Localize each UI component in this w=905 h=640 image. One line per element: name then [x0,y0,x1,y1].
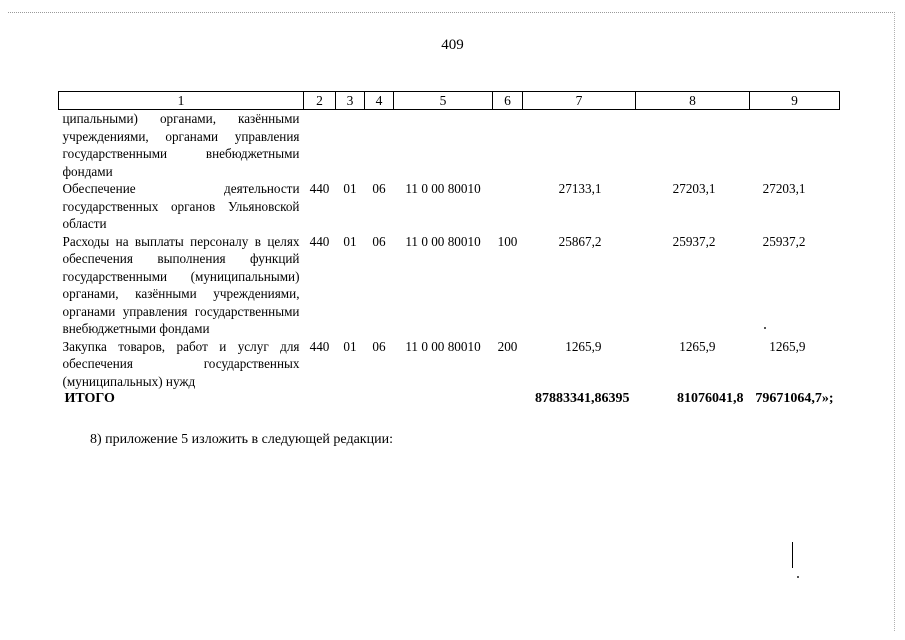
column-header-5: 5 [394,92,493,110]
column-header-3: 3 [336,92,365,110]
row-cell-4: 06 [372,181,386,196]
row-cell-7: 25867,2 [558,233,602,249]
row-cell-2: 440 [309,338,330,354]
scan-dot [797,576,799,578]
row-cell-3: 01 [343,181,357,196]
table-row [59,338,840,391]
row-cell-5: 11 0 00 80010 [405,338,481,354]
row-cell-3: 01 [343,233,357,249]
row-cell-6: 200 [497,338,518,354]
row-cell-2: 440 [309,181,330,196]
total-cell-9: 79671064,7»; [755,391,834,406]
row-cell-3 [336,390,365,408]
row-cell-7: 27133,1 [558,181,602,196]
row-cell-4 [365,110,394,181]
row-name-cell: Закупка товаров, работ и услуг для обеспечения государственных (муниципальных) нужд [62,338,300,389]
row-cell-6 [493,110,523,181]
row-cell-6 [493,180,523,233]
column-header-7: 7 [523,92,636,110]
column-header-2: 2 [304,92,336,110]
column-header-1: 1 [59,92,304,110]
column-header-8: 8 [636,92,750,110]
column-header-9: 9 [750,92,840,110]
row-cell-2 [304,110,336,181]
column-header-6: 6 [493,92,523,110]
row-cell-9: 1265,9 [769,338,806,354]
row-cell-6 [493,390,523,408]
table-row [59,233,840,338]
row-cell-5: 11 0 00 80010 [405,233,481,249]
row-cell-2 [304,390,336,408]
total-cell-7: 87883341,86395 [535,391,630,406]
table-row [59,110,840,181]
row-cell-4 [365,390,394,408]
table-row [59,180,840,233]
row-name-cell: ципальными) органами, казёнными учреждениями, органами управления государственными внебюджетными фондами [62,111,300,179]
margin-mark [792,542,793,568]
row-name-cell: Обеспечение деятельности государственных органов Ульяновской области [62,181,300,231]
row-cell-4: 06 [372,233,386,249]
row-cell-9 [750,110,840,181]
row-name-cell: Расходы на выплаты персоналу в целях обеспечения выполнения функций государственными (муниципальными) органами, казёнными учреждениями, органами управления государственными внебюджетными фондами [62,233,300,336]
row-cell-7 [523,110,636,181]
row-cell-3 [336,110,365,181]
row-cell-5: 11 0 00 80010 [405,181,481,196]
row-cell-9: 27203,1 [762,181,806,196]
row-cell-8: 1265,9 [679,338,716,354]
column-number-header-row [59,92,840,110]
column-header-4: 4 [365,92,394,110]
total-row [59,390,840,408]
total-label: ИТОГО [64,391,115,406]
row-cell-5 [394,390,493,408]
row-cell-8: 27203,1 [672,181,716,196]
budget-table [58,91,840,408]
scan-dot [764,327,766,329]
row-cell-9: 25937,2 [762,233,806,249]
row-cell-8 [636,110,750,181]
row-cell-5 [394,110,493,181]
row-cell-4: 06 [372,338,386,354]
row-cell-8: 25937,2 [672,233,716,249]
row-cell-2: 440 [309,233,330,249]
amendment-text: 8) приложение 5 изложить в следующей редакции: [90,432,393,447]
total-cell-8: 81076041,8 [677,391,744,406]
row-cell-6: 100 [497,233,518,249]
row-cell-7: 1265,9 [565,338,602,354]
page-number: 409 [441,37,464,53]
row-cell-3: 01 [343,338,357,354]
